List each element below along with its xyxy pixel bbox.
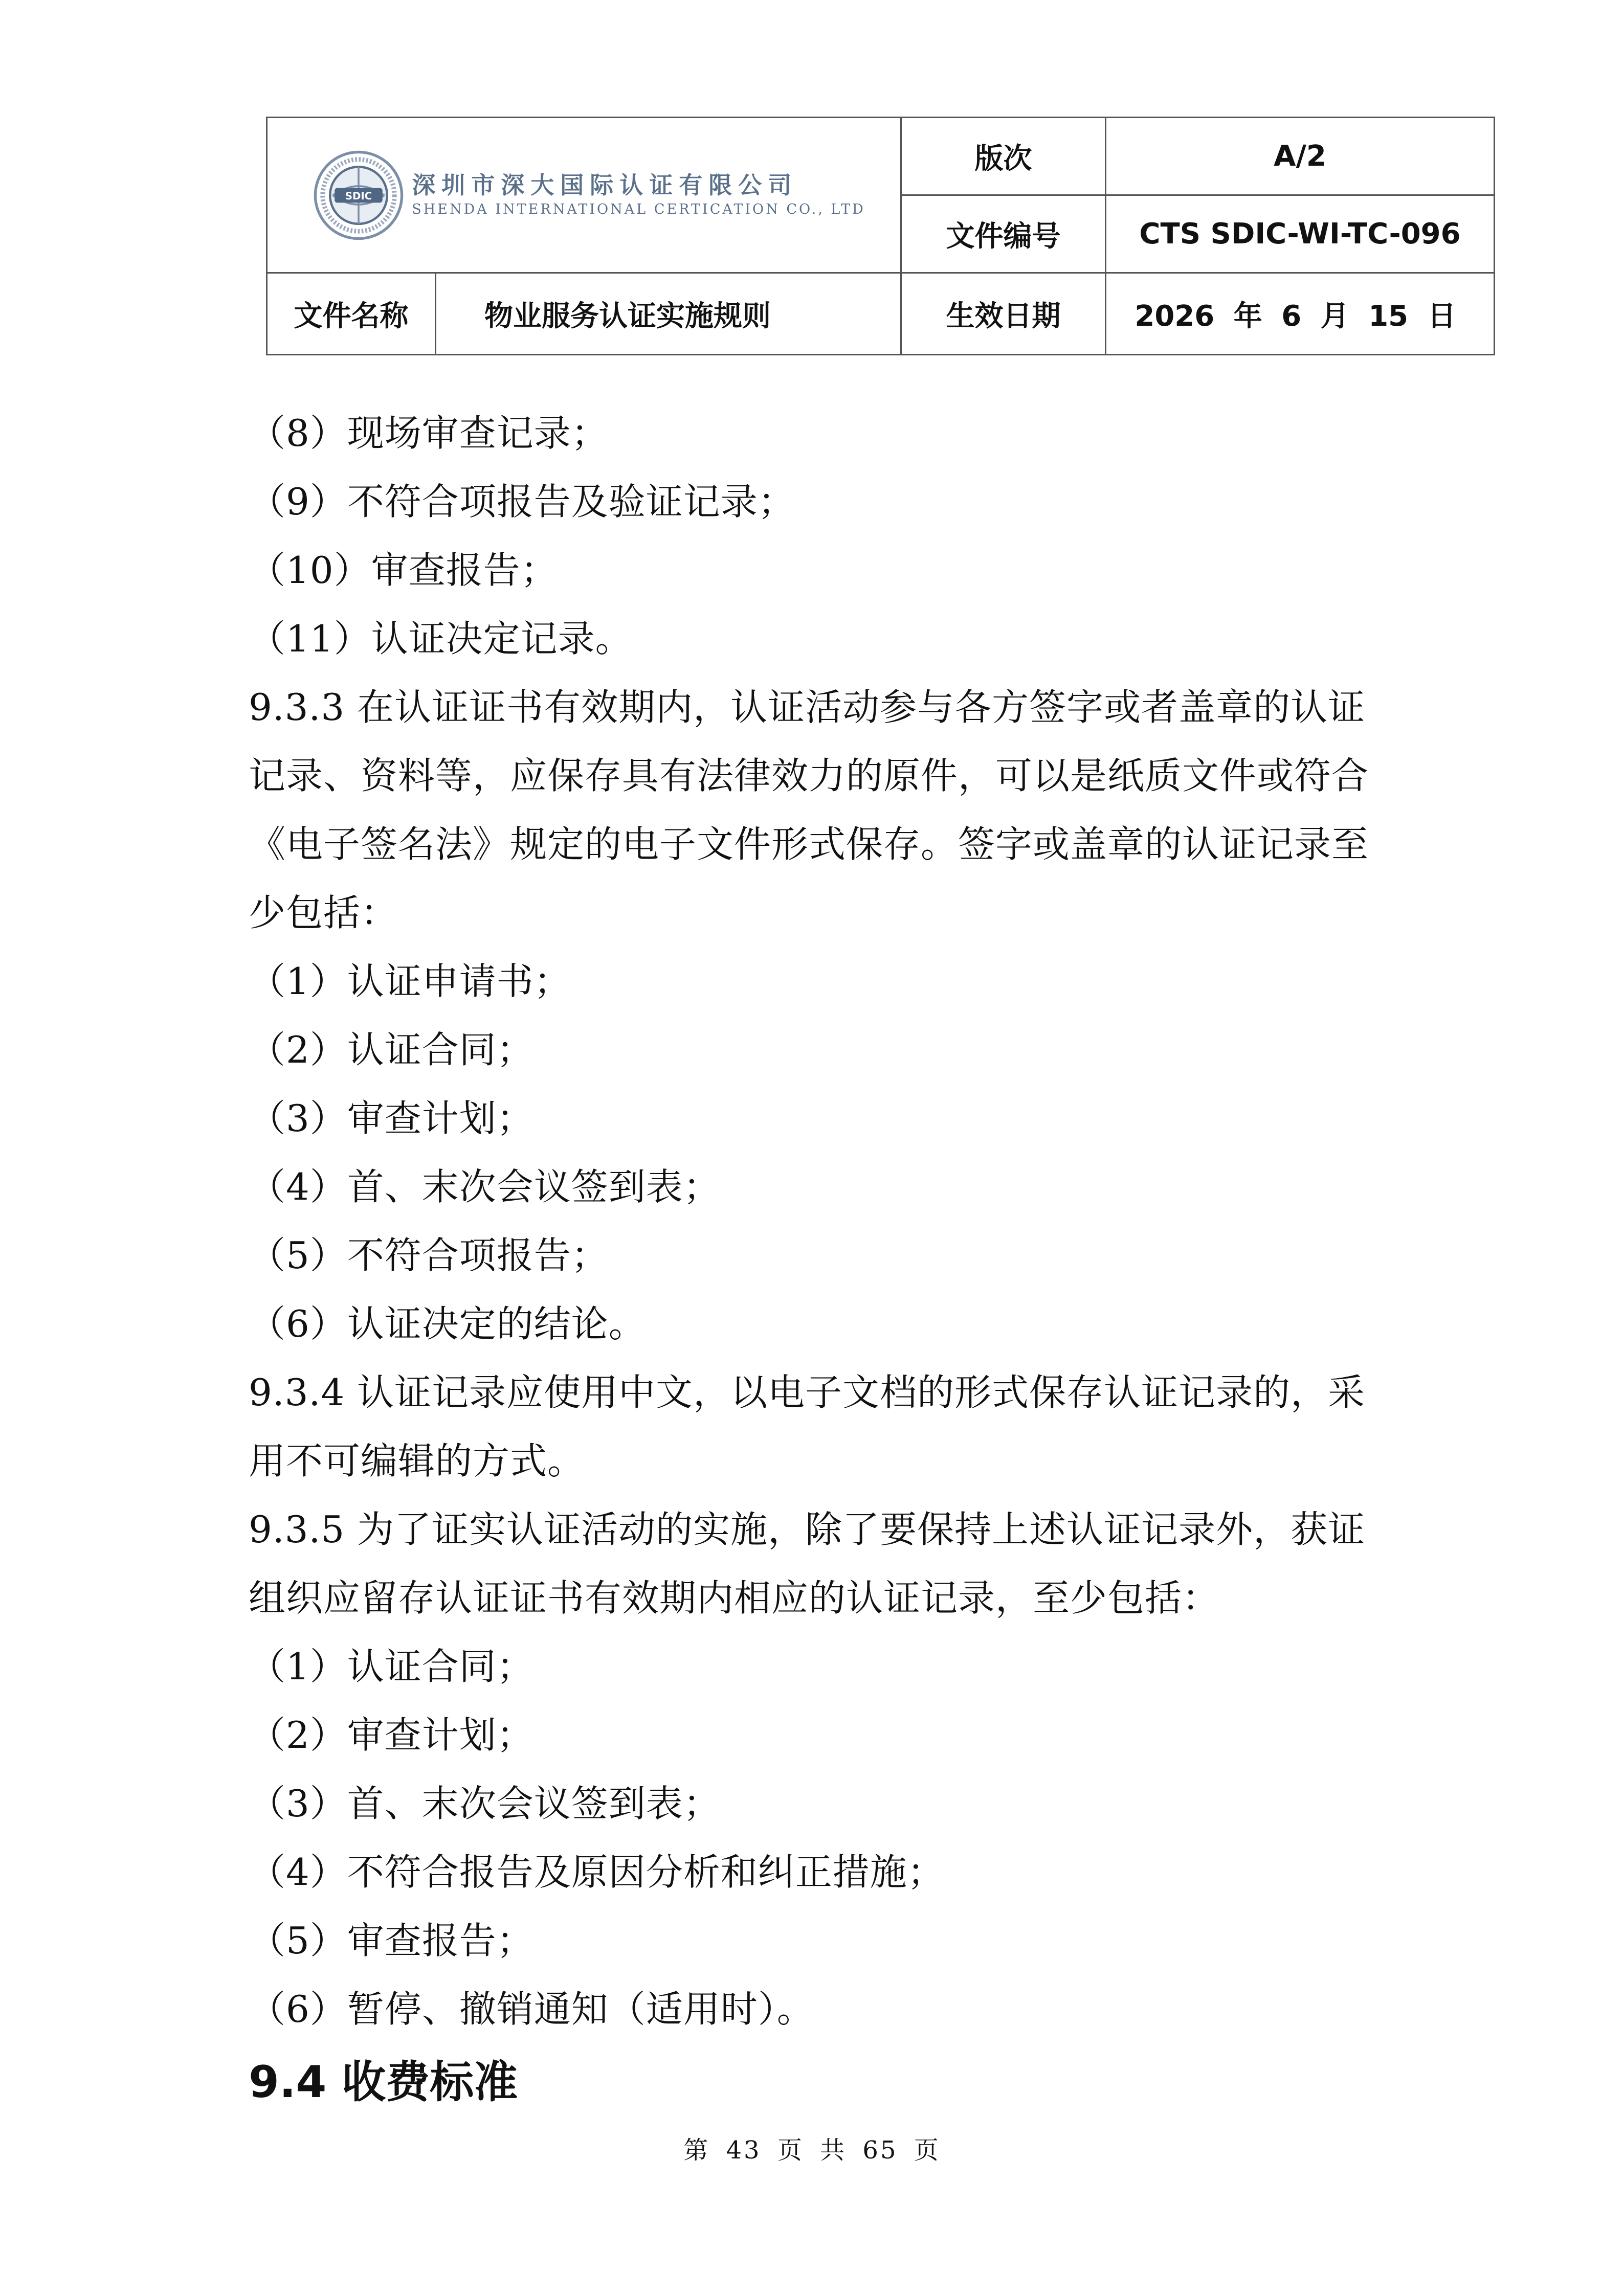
company-logo-cell	[267, 118, 901, 273]
section-heading: 9.4 收费标准	[249, 2057, 518, 2108]
footer-page-word: 页	[777, 2136, 804, 2165]
doc-number-value: CTS SDIC-WI-TC-096	[1106, 195, 1495, 273]
body-line: （1）认证合同；	[249, 1645, 534, 1688]
effective-date-day: 15	[1368, 299, 1409, 333]
footer-total-pages: 65	[862, 2136, 898, 2165]
effective-date-month-unit: 月	[1320, 299, 1349, 333]
footer-current-page: 43	[726, 2136, 762, 2165]
body-line: （6）认证决定的结论。	[249, 1302, 646, 1345]
company-emblem-icon	[313, 149, 405, 241]
company-name-en: SHENDA INTERNATIONAL CERTICATION CO., LTD	[412, 201, 865, 218]
body-line: 9.3.4 认证记录应使用中文，以电子文档的形式保存认证记录的，采	[249, 1371, 1366, 1414]
body-line: （3）审查计划；	[249, 1097, 534, 1140]
body-line: 9.3.3 在认证证书有效期内，认证活动参与各方签字或者盖章的认证	[249, 686, 1366, 729]
body-line: （9）不符合项报告及验证记录；	[249, 480, 795, 523]
footer-prefix: 第	[683, 2136, 710, 2165]
body-line: 组织应留存认证证书有效期内相应的认证记录，至少包括：	[249, 1577, 1220, 1619]
page-footer	[0, 2130, 1624, 2166]
document-body	[249, 399, 1394, 2120]
body-line: 《电子签名法》规定的电子文件形式保存。签字或盖章的认证记录至	[249, 823, 1369, 866]
body-line: 少包括：	[249, 891, 398, 934]
body-line: （6）暂停、撤销通知（适用时）。	[249, 1988, 814, 2031]
effective-date-value	[1106, 273, 1495, 355]
logo-badge-text: SDIC	[345, 190, 372, 202]
doc-number-label: 文件编号	[901, 195, 1106, 273]
body-line: （4）不符合报告及原因分析和纠正措施；	[249, 1851, 945, 1894]
effective-date-label: 生效日期	[901, 273, 1106, 355]
body-line: （5）审查报告；	[249, 1919, 534, 1962]
document-header-table	[266, 117, 1495, 355]
body-line: 用不可编辑的方式。	[249, 1439, 585, 1482]
effective-date-year-unit: 年	[1233, 299, 1262, 333]
body-line: （2）审查计划；	[249, 1714, 534, 1757]
footer-suffix: 页	[914, 2136, 941, 2165]
body-line: 记录、资料等，应保存具有法律效力的原件，可以是纸质文件或符合	[249, 754, 1369, 797]
body-line: （5）不符合项报告；	[249, 1234, 609, 1277]
company-name-cn: 深圳市深大国际认证有限公司	[412, 171, 798, 199]
body-line: 9.3.5 为了证实认证活动的实施，除了要保持上述认证记录外，获证	[249, 1508, 1366, 1551]
effective-date-year: 2026	[1134, 299, 1215, 333]
effective-date-day-unit: 日	[1427, 299, 1456, 333]
body-line: （4）首、末次会议签到表；	[249, 1165, 721, 1208]
version-label: 版次	[901, 118, 1106, 195]
company-logo	[268, 118, 900, 272]
body-line: （8）现场审查记录；	[249, 412, 609, 455]
body-line: （2）认证合同；	[249, 1028, 534, 1071]
file-name-value: 物业服务认证实施规则	[436, 273, 901, 355]
body-line: （3）首、末次会议签到表；	[249, 1782, 721, 1825]
file-name-label: 文件名称	[267, 273, 436, 355]
body-line: （11）认证决定记录。	[249, 617, 633, 660]
footer-total-word: 共	[820, 2136, 847, 2165]
body-line: （1）认证申请书；	[249, 960, 571, 1003]
effective-date-month: 6	[1281, 299, 1302, 333]
body-line: （10）审查报告；	[249, 549, 558, 592]
version-value: A/2	[1106, 118, 1495, 195]
